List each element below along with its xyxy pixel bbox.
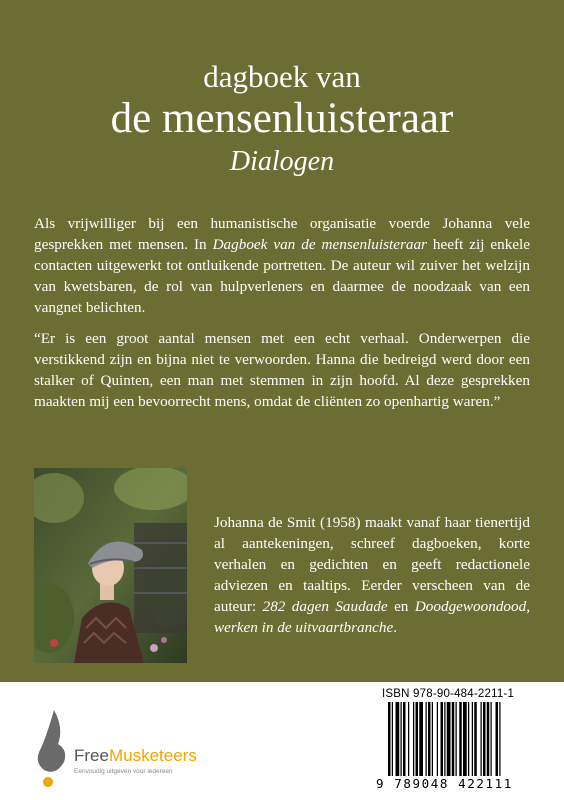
publisher-name: FreeMusketeers: [74, 746, 197, 765]
publisher-strip: [0, 682, 564, 800]
publisher-tagline: Eenvoudig uitgeven voor iedereen: [74, 768, 173, 775]
isbn-label: ISBN 978-90-484-2211-1: [382, 688, 515, 700]
title-line-1: dagboek van: [203, 59, 361, 94]
title-line-2: de mensenluisteraar: [110, 95, 454, 142]
intro-paragraph: Als vrijwilliger bij een humanistische organisatie voerde Johanna vele gesprekken met mensen. In Dagboek van de mensenluisteraar heeft zij enkele contacten uitgewerkt tot ontluikende portretten. De auteur wil zuiver het welzijn van kwetsbaren, de rol van hulpverleners en daarmee de noodzaak van een vangnet belichten.: [34, 215, 530, 316]
isbn-barcode: [388, 702, 538, 776]
author-bio: Johanna de Smit (1958) maakt vanaf haar tienertijd al aantekeningen, schreef dagboeken, korte verhalen en gedichten en geeft redactionele adviezen en taaltips. Eerder verscheen van de auteur: 282 dagen Saudade en Doodgewoondood, werken in de uitvaartbranche.: [214, 514, 530, 636]
musketeer-feather-icon: [38, 710, 65, 772]
publisher-logo: [34, 710, 197, 790]
author-photo: [34, 468, 187, 663]
book-title: Dagboek van de mensenluisteraar: [212, 236, 427, 253]
barcode-digits: 9 789048 422111: [376, 776, 513, 791]
subtitle: Dialogen: [229, 146, 335, 177]
quote-paragraph: “Er is een groot aantal mensen met een echt verhaal. Onderwerpen die verstikkend zijn en bijna niet te verwoorden. Hanna die bedreigd werd door een stalker of Quinten, een man met stemmen in zijn hoofd. Al deze gesprekken maakten mij een bevoorrecht mens, omdat de cliënten zo openhartig waren.”: [34, 330, 530, 410]
